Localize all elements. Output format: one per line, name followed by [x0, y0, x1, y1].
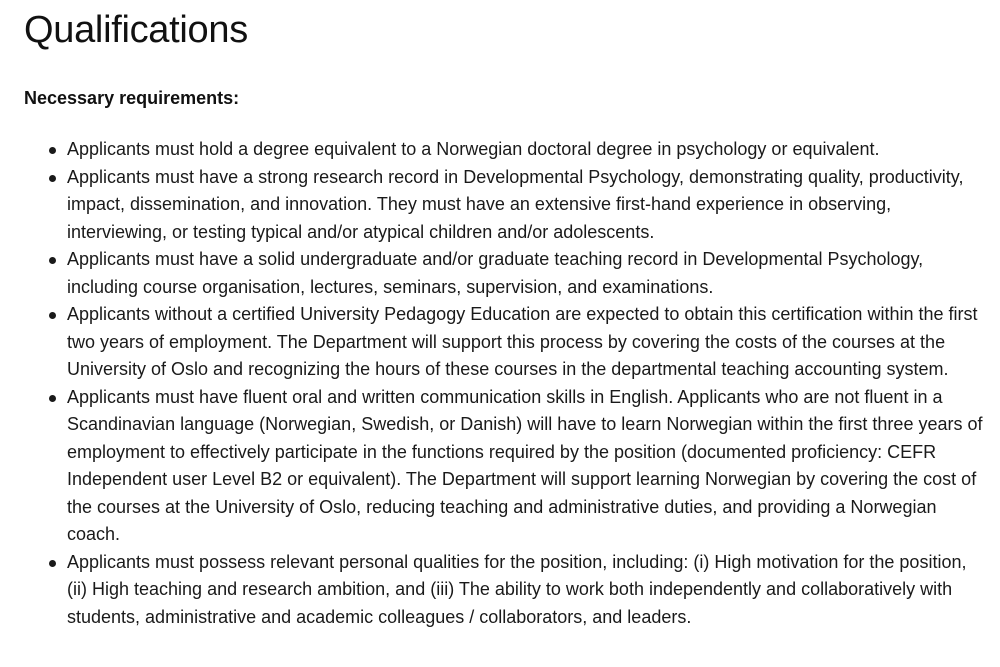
requirements-list [24, 136, 986, 631]
list-item-text: Applicants must have a solid undergraduate and/or graduate teaching record in Developmental Psychology, including course organisation, lectures, seminars, supervision, and examinations. [67, 249, 924, 297]
bullet-icon [49, 257, 56, 264]
bullet-icon [49, 560, 56, 567]
list-item [24, 301, 986, 384]
list-item-text: Applicants must possess relevant personal qualities for the position, including: (i) High motivation for the position, (ii) High teaching and research ambition, and (iii) The ability to work both independently and collaboratively with students, administrative and academic colleagues / collaborators, and leaders. [67, 551, 967, 627]
section-heading: Necessary requirements: [24, 88, 240, 108]
list-item-text: Applicants without a certified University Pedagogy Education are expected to obtain this certification within the first two years of employment. The Department will support this process by covering the costs of the courses at the University of Oslo and recognizing the hours of these courses in the departmental teaching accounting system. [67, 304, 978, 379]
bullet-icon [49, 175, 56, 182]
bullet-icon [49, 147, 56, 154]
page-title: Qualifications [24, 9, 248, 51]
list-item [24, 246, 986, 301]
list-item-text: Applicants must have a strong research record in Developmental Psychology, demonstrating quality, productivity, impact, dissemination, and innovation. They must have an extensive first-hand experience in observing, interviewing, or testing typical and/or atypical children and/or adolescents. [67, 166, 964, 242]
list-item-text: Applicants must hold a degree equivalent to a Norwegian doctoral degree in psychology or equivalent. [67, 139, 880, 159]
list-item [24, 384, 986, 549]
list-item [24, 549, 986, 632]
bullet-icon [49, 312, 56, 319]
bullet-icon [49, 395, 56, 402]
list-item [24, 164, 986, 247]
list-item-text: Applicants must have fluent oral and written communication skills in English. Applicants who are not fluent in a Scandinavian language (Norwegian, Swedish, or Danish) will have to learn Norwegian within the first three years of employment to effectively participate in the functions required by the position (documented proficiency: CEFR Independent user Level B2 or equivalent). The Department will support learning Norwegian by covering the cost of the courses at the University of Oslo, reducing teaching and administrative duties, and providing a Norwegian coach. [67, 386, 983, 544]
list-item [24, 136, 986, 164]
